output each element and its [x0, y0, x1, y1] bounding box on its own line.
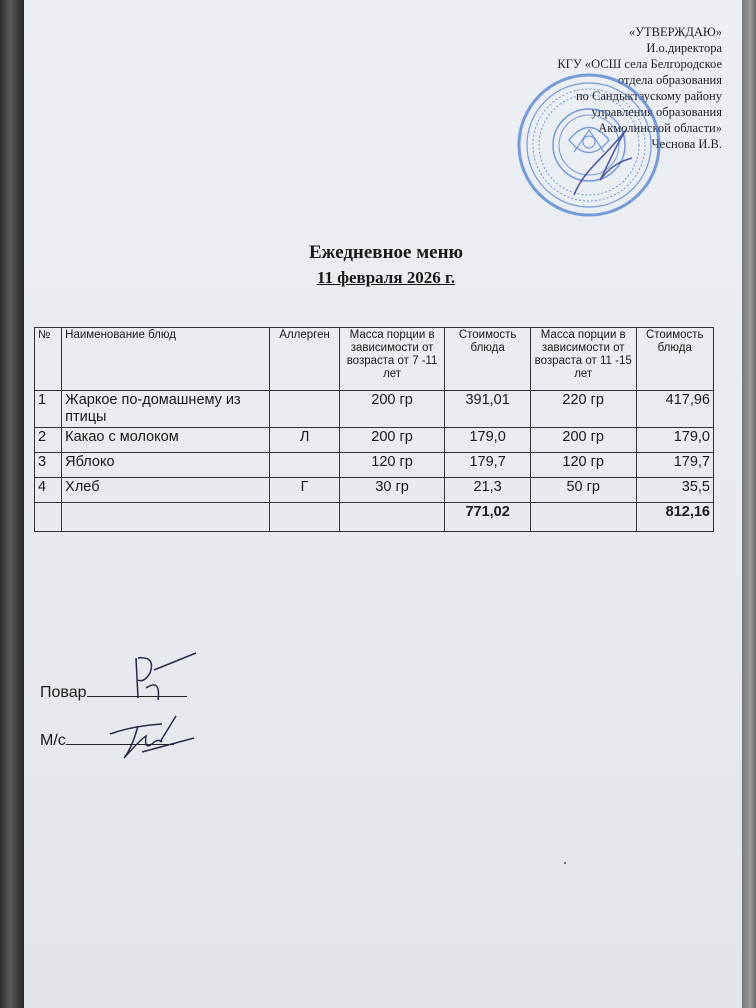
cost-7-11: 391,01: [445, 391, 531, 428]
dish-name: Жаркое по-домашнему из птицы: [62, 391, 270, 428]
approval-line: управления образования: [591, 105, 722, 119]
approval-line: КГУ «ОСШ села Белгородское: [557, 57, 722, 71]
document-page: [24, 0, 748, 1008]
column-header: Масса порции в зависимости от возраста от 11 -15 лет: [530, 328, 636, 391]
empty-cell: [270, 503, 339, 532]
menu-date: 11 февраля 2026 г.: [316, 268, 456, 287]
table-header-row: [35, 328, 714, 391]
column-header: Наименование блюд: [62, 328, 270, 391]
mass-11-15: 50 гр: [530, 478, 636, 503]
column-header: Стоимость блюда: [445, 328, 531, 391]
table-row: [35, 428, 714, 453]
allergen: Г: [270, 478, 339, 503]
cost-7-11: 179,7: [445, 453, 531, 478]
dish-name: Какао с молоком: [62, 428, 270, 453]
total-cost-11-15: 812,16: [636, 503, 714, 532]
cook-signature-icon: [116, 648, 216, 708]
mass-11-15: 120 гр: [530, 453, 636, 478]
paper-speck: [564, 862, 566, 864]
mass-7-11: 200 гр: [339, 428, 445, 453]
cost-7-11: 179,0: [445, 428, 531, 453]
cost-11-15: 179,7: [636, 453, 714, 478]
row-number: 3: [35, 453, 62, 478]
approval-line: И.о.директора: [646, 41, 722, 55]
empty-cell: [530, 503, 636, 532]
column-header: Стоимость блюда: [636, 328, 714, 391]
empty-cell: [62, 503, 270, 532]
page-title: Ежедневное меню: [308, 242, 464, 263]
mass-7-11: 120 гр: [339, 453, 445, 478]
approval-line: Акмолинской области»: [598, 121, 722, 135]
column-header: Аллерген: [270, 328, 339, 391]
row-number: 1: [35, 391, 62, 428]
column-header: №: [35, 328, 62, 391]
empty-cell: [35, 503, 62, 532]
menu-table: [34, 327, 714, 532]
cost-11-15: 417,96: [636, 391, 714, 428]
table-row: [35, 391, 714, 428]
nurse-label: М/с: [40, 732, 66, 749]
column-header: Масса порции в зависимости от возраста от 7 -11 лет: [339, 328, 445, 391]
mass-7-11: 200 гр: [339, 391, 445, 428]
dish-name: Яблоко: [62, 453, 270, 478]
row-number: 4: [35, 478, 62, 503]
official-seal-icon: [514, 70, 664, 220]
nurse-signature-icon: [102, 708, 202, 768]
cost-11-15: 35,5: [636, 478, 714, 503]
totals-row: [35, 503, 714, 532]
binder-edge: [0, 0, 26, 1008]
approval-line: по Сандыктаускому району: [575, 89, 722, 103]
mass-7-11: 30 гр: [339, 478, 445, 503]
approval-line: Чеснова И.В.: [651, 137, 722, 151]
dish-name: Хлеб: [62, 478, 270, 503]
mass-11-15: 200 гр: [530, 428, 636, 453]
row-number: 2: [35, 428, 62, 453]
table-row: [35, 478, 714, 503]
cost-11-15: 179,0: [636, 428, 714, 453]
approval-line: отдела образования: [617, 73, 722, 87]
table-row: [35, 453, 714, 478]
allergen: [270, 391, 339, 428]
allergen: Л: [270, 428, 339, 453]
allergen: [270, 453, 339, 478]
approval-line: «УТВЕРЖДАЮ»: [628, 25, 722, 39]
cost-7-11: 21,3: [445, 478, 531, 503]
background-edge: [742, 0, 756, 1008]
empty-cell: [339, 503, 445, 532]
cook-label: Повар: [40, 684, 87, 701]
total-cost-7-11: 771,02: [445, 503, 531, 532]
mass-11-15: 220 гр: [530, 391, 636, 428]
